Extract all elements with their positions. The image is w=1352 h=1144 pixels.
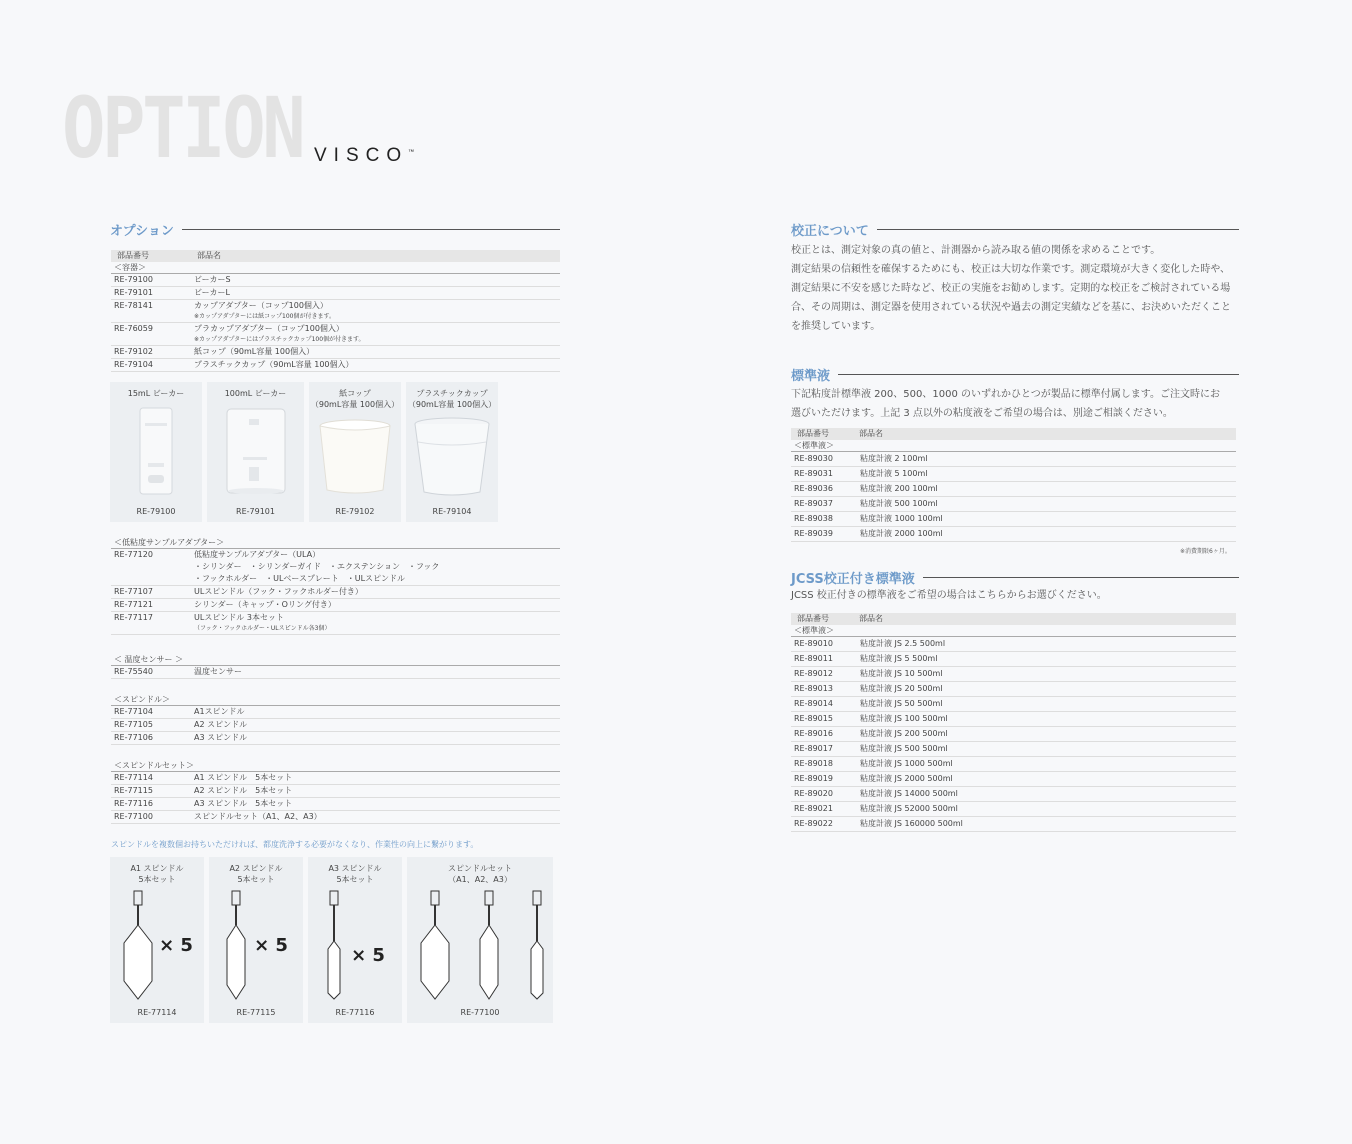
photo-card-beaker-100: 100mL ビーカー RE-79101 (207, 382, 304, 522)
beaker-15ml-image (136, 403, 176, 498)
table-row: RE-77106 A3 スピンドル (111, 732, 560, 745)
spindle-a1-icon (121, 889, 155, 1001)
photo-card-plastic-cup: プラスチックカップ （90mL容量 100個入） RE-79104 (406, 382, 498, 522)
table-header: 部品番号 部品名 (791, 613, 1236, 625)
table-row: RE-89010 粘度計液 JS 2.5 500ml (791, 637, 1236, 652)
category-spindle-set: ＜スピンドルセット＞ (111, 760, 560, 772)
table-row: RE-89036 粘度計液 200 100ml (791, 482, 1236, 497)
table-row: RE-77104 A1スピンドル (111, 706, 560, 719)
heading-rule (877, 229, 1239, 230)
table-row: RE-77117 ULスピンドル 3本セット （フック・フックホルダー・ULスピンドル各3個） (111, 612, 560, 635)
category-low-viscosity: ＜低粘度サンプルアダプター＞ (111, 537, 560, 549)
table-row: RE-77107 ULスピンドル（フック・フックホルダー付き） (111, 586, 560, 599)
table-row: RE-89016 粘度計液 JS 200 500ml (791, 727, 1236, 742)
table-row: RE-89020 粘度計液 JS 14000 500ml (791, 787, 1236, 802)
table-row: RE-89019 粘度計液 JS 2000 500ml (791, 772, 1236, 787)
jcss-heading-text: JCSS校正付き標準液 (791, 572, 915, 587)
brand-logo (314, 145, 414, 167)
heading-rule (838, 374, 1239, 375)
table-row: RE-89030 粘度計液 2 100ml (791, 452, 1236, 467)
standard-heading-text: 標準液 (791, 369, 831, 384)
table-row: RE-89017 粘度計液 JS 500 500ml (791, 742, 1236, 757)
expiry-note: ※消費期限6ヶ月。 (1180, 548, 1231, 555)
table-row: RE-89022 粘度計液 JS 160000 500ml (791, 817, 1236, 832)
jcss-text: JCSS 校正付きの標準液をご希望の場合はこちらからお選びください。 (791, 590, 1107, 601)
category-spindle: ＜スピンドル＞ (111, 694, 560, 706)
temp-sensor-table (111, 654, 560, 679)
times-five: × 5 (254, 934, 288, 956)
times-five: × 5 (351, 944, 385, 966)
times-five: × 5 (159, 934, 193, 956)
category-standard: ＜標準液＞ (791, 440, 1236, 452)
category-jcss: ＜標準液＞ (791, 625, 1236, 637)
table-row: RE-79104 プラスチックカップ（90mL容量 100個入） (111, 359, 560, 372)
table-row: RE-78141 カップアダプター（コップ100個入） ※カップアダプターには紙コップ100個が付きます。 (111, 300, 560, 323)
spindle-card-set: スピンドルセット （A1、A2、A3） RE-77100 (407, 857, 553, 1023)
table-row: RE-89011 粘度計液 JS 5 500ml (791, 652, 1236, 667)
table-row: RE-79101 ビーカーL (111, 287, 560, 300)
spindle-card-a2: A2 スピンドル 5本セット × 5 RE-77115 (209, 857, 303, 1023)
table-row: RE-89037 粘度計液 500 100ml (791, 497, 1236, 512)
table-row: RE-77100 スピンドルセット（A1、A2、A3） (111, 811, 560, 824)
table-row: RE-89038 粘度計液 1000 100ml (791, 512, 1236, 527)
spindle-card-a3: A3 スピンドル 5本セット × 5 RE-77116 (308, 857, 402, 1023)
table-row: RE-77121 シリンダー（キャップ・Oリング付き） (111, 599, 560, 612)
spindle-a3-icon (325, 889, 343, 1001)
jcss-heading (791, 568, 1239, 587)
standard-heading (791, 365, 1239, 384)
heading-rule (923, 577, 1239, 578)
table-row: RE-89031 粘度計液 5 100ml (791, 467, 1236, 482)
table-row: RE-77115 A2 スピンドル 5本セット (111, 785, 560, 798)
spindle-set-table (111, 760, 560, 824)
category-temp-sensor: ＜ 温度センサー ＞ (111, 654, 560, 666)
heading-rule (182, 229, 560, 230)
table-row: RE-89021 粘度計液 JS 52000 500ml (791, 802, 1236, 817)
table-row: RE-79100 ビーカーS (111, 274, 560, 287)
paper-cup-image (317, 418, 393, 498)
options-heading-text: オプション (110, 224, 174, 239)
table-row: RE-89014 粘度計液 JS 50 500ml (791, 697, 1236, 712)
calibration-text: 校正とは、測定対象の真の値と、計測器から読み取る値の関係を求めることです。 測定結果の信頼性を確保するためにも、校正は大切な作業です。測定環境が大きく変化した時や、 測定結果に不安を感じた時など、校正の実施をお勧めします。定期的な校正をご検討されている場 合、その周期は、測定器を使用されている状況や過去の測定実績などを基に、お決めいただくこと を推奨しています。 (791, 245, 1231, 332)
category-container: ＜容器＞ (111, 262, 560, 274)
spindle-cards (110, 857, 558, 1023)
brand-name: VISCO (314, 145, 409, 166)
options-heading (110, 220, 560, 239)
table-row: RE-89012 粘度計液 JS 10 500ml (791, 667, 1236, 682)
table-row: RE-76059 プラカップアダプター（コップ100個入） ※カップアダプターにはプラスチックカップ100個が付きます。 (111, 323, 560, 346)
table-row: RE-77116 A3 スピンドル 5本セット (111, 798, 560, 811)
table-row: RE-89015 粘度計液 JS 100 500ml (791, 712, 1236, 727)
spindle-a2-icon (224, 889, 248, 1001)
photo-card-beaker-15: 15mL ビーカー RE-79100 (110, 382, 202, 522)
beaker-100ml-image (223, 403, 289, 498)
spindle-table (111, 694, 560, 745)
trademark: ™ (408, 149, 415, 156)
container-table (111, 250, 560, 372)
calibration-heading-text: 校正について (791, 224, 869, 239)
table-row: RE-89039 粘度計液 2000 100ml (791, 527, 1236, 542)
container-photo-cards (110, 382, 503, 522)
spindle-note: スピンドルを複数個お持ちいただければ、都度洗浄する必要がなくなり、作業性の向上に繋がります。 (111, 840, 479, 849)
table-row: RE-75540 温度センサー (111, 666, 560, 679)
spindle-card-a1: A1 スピンドル 5本セット × 5 RE-77114 (110, 857, 204, 1023)
calibration-heading (791, 220, 1239, 239)
table-header (111, 250, 560, 262)
page-title: OPTION (62, 79, 303, 177)
standard-text: 下記粘度計標準液 200、500、1000 のいずれかひとつが製品に標準付属します。ご注文時にお 選びいただけます。上記 3 点以外の粘度液をご希望の場合は、別途ご相談ください。 (791, 389, 1220, 419)
low-viscosity-table (111, 537, 560, 635)
table-row: RE-77105 A2 スピンドル (111, 719, 560, 732)
standard-table (791, 428, 1236, 542)
table-header: 部品番号 部品名 (791, 428, 1236, 440)
table-row: RE-89018 粘度計液 JS 1000 500ml (791, 757, 1236, 772)
header-code: 部品番号 (117, 251, 149, 260)
photo-card-paper-cup: 紙コップ （90mL容量 100個入） RE-79102 (309, 382, 401, 522)
plastic-cup-image (412, 416, 492, 500)
header-name: 部品名 (197, 251, 221, 260)
table-row: RE-79102 紙コップ（90mL容量 100個入） (111, 346, 560, 359)
jcss-table (791, 613, 1236, 832)
table-row: RE-77114 A1 スピンドル 5本セット (111, 772, 560, 785)
spindle-set-icon (413, 889, 547, 1001)
table-row: RE-77120 低粘度サンプルアダプター（ULA） ・シリンダー ・シリンダーガイド ・エクステンション ・フック ・フックホルダー ・ULベースプレート ・ULスピンドル (111, 549, 560, 586)
table-row: RE-89013 粘度計液 JS 20 500ml (791, 682, 1236, 697)
